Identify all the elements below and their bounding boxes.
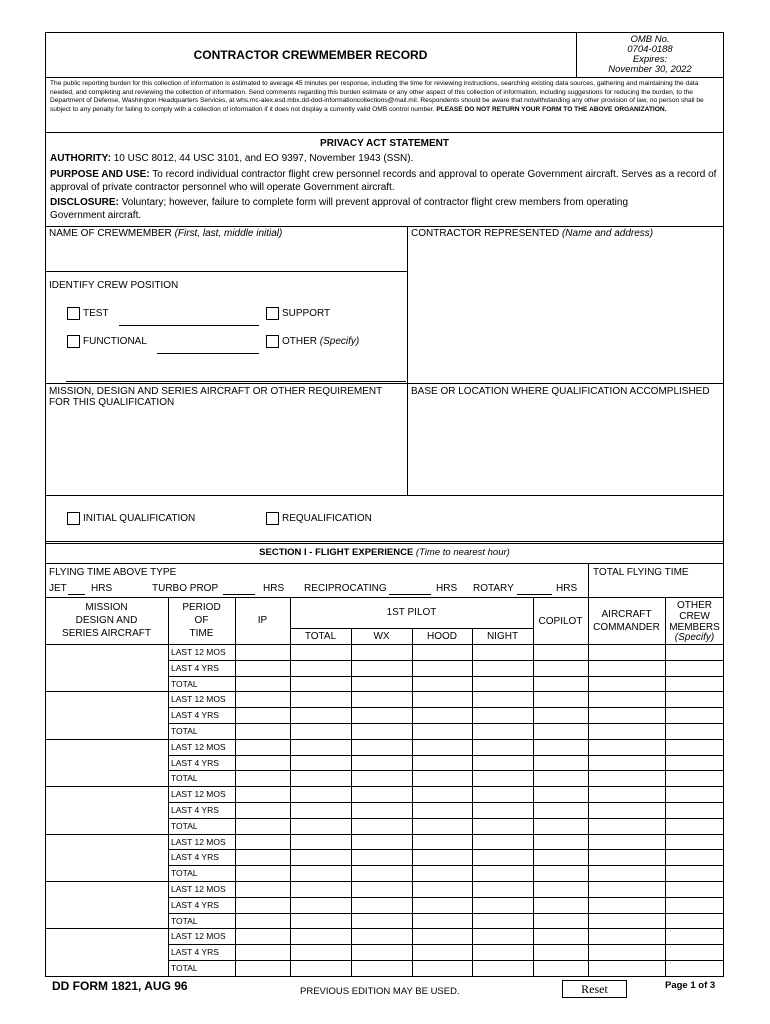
table-row-rule — [168, 913, 724, 914]
table-row-rule — [168, 723, 724, 724]
period-label: TOTAL — [171, 678, 198, 689]
mds-input[interactable] — [46, 410, 406, 494]
col-copilot: COPILOT — [538, 616, 583, 627]
omb-no-label: OMB No. — [630, 34, 670, 45]
period-label: TOTAL — [171, 868, 198, 879]
form-title: CONTRACTOR CREWMEMBER RECORD — [193, 48, 428, 62]
col-period-3: TIME — [189, 628, 214, 639]
mds-bottom-rule — [45, 495, 724, 496]
initial-qualification-checkbox[interactable] — [67, 512, 80, 525]
period-label: TOTAL — [171, 915, 198, 926]
crew-position-label: IDENTIFY CREW POSITION — [49, 280, 179, 291]
table-row-rule — [168, 755, 724, 756]
privacy-title: PRIVACY ACT STATEMENT — [320, 138, 449, 149]
col-other-1: OTHER — [677, 600, 712, 611]
col-other-2: CREW — [679, 611, 710, 622]
table-col-rule — [290, 597, 291, 977]
jet-label: JET — [49, 583, 67, 594]
burden-statement — [50, 80, 720, 114]
col-other-hint: (Specify) — [674, 632, 715, 643]
authority-line — [50, 153, 718, 165]
jet-hrs-label: HRS — [91, 583, 113, 594]
qual-bottom-rule — [45, 541, 724, 542]
table-col-rule — [665, 597, 666, 977]
qual-bottom-rule-2 — [45, 543, 724, 544]
rotary-hrs-input[interactable] — [517, 594, 552, 595]
table-row-rule — [168, 960, 724, 961]
total-flying-time-label: TOTAL FLYING TIME — [593, 567, 689, 578]
mds-label-1: MISSION, DESIGN AND SERIES AIRCRAFT OR OTHER REQUIREMENT — [49, 386, 383, 397]
col-mds-2: DESIGN AND — [75, 615, 138, 626]
purpose-text: To record individual contractor flight crew personnel records and approval to operate Government aircraft. Serves as a record of approval of private contractor personnel who will operate Government aircraft. — [50, 169, 717, 193]
test-label: TEST — [83, 308, 109, 319]
purpose-label: PURPOSE AND USE: — [50, 169, 150, 180]
col-night: NIGHT — [486, 631, 519, 642]
support-label: SUPPORT — [282, 308, 331, 319]
rotary-label: ROTARY — [473, 583, 514, 594]
table-row-rule — [168, 897, 724, 898]
table-row-rule — [168, 865, 724, 866]
name-bottom-rule — [45, 271, 407, 272]
mds-aircraft-cell[interactable] — [46, 645, 167, 690]
col-mds-3: SERIES AIRCRAFT — [62, 628, 151, 639]
table-col-rule — [168, 597, 169, 977]
authority-label: AUTHORITY: — [50, 153, 111, 164]
purpose-line — [50, 168, 718, 194]
test-checkbox[interactable] — [67, 307, 80, 320]
position-bottom-rule — [45, 383, 724, 384]
disclosure-label: DISCLOSURE: — [50, 197, 119, 208]
period-label: LAST 4 YRS — [171, 947, 219, 958]
burden-text: The public reporting burden for this collection of information is estimated to average 45 minutes per response, including the time for reviewing instructions, searching existing data sources, gathering and maintaining the data needed, and completing and reviewing the collection of information. Send comments regarding this burden estimate or any other aspect of this collection of information, including suggestions for reducing the burden, to the Department of Defense, Washington Headquarters Services, at whs.mc-alex.esd.mbx.dd-dod-informationcollections@mail.mil. Respondents should be aware that notwithstanding any other provision of law, no person shall be subject to any penalty for failing to comply with a collection of information if it does not display a currently valid OMB control number. — [50, 80, 704, 113]
col-wx: WX — [373, 631, 390, 642]
period-label: LAST 12 MOS — [171, 931, 226, 942]
functional-specify-line[interactable] — [157, 353, 259, 354]
table-row-rule — [168, 818, 724, 819]
period-label: TOTAL — [171, 963, 198, 973]
disclosure-line — [50, 196, 660, 222]
reciprocating-hrs-input[interactable] — [389, 594, 431, 595]
table-row-rule — [168, 944, 724, 945]
turbo-prop-hrs-input[interactable] — [223, 594, 255, 595]
col-other-3: MEMBERS — [669, 622, 720, 633]
table-row-rule — [168, 676, 724, 677]
period-label: LAST 4 YRS — [171, 710, 219, 721]
functional-label: FUNCTIONAL — [83, 336, 147, 347]
contractor-input[interactable] — [408, 242, 723, 382]
period-label: LAST 12 MOS — [171, 741, 226, 752]
burden-bold-tail: PLEASE DO NOT RETURN YOUR FORM TO THE ABOVE ORGANIZATION. — [436, 105, 667, 113]
section-1-title: SECTION I - FLIGHT EXPERIENCE (Time to nearest hour) — [259, 547, 510, 558]
expires-date: November 30, 2022 — [608, 64, 692, 75]
turbo-prop-hrs-label: HRS — [263, 583, 285, 594]
total-flying-divider — [588, 563, 589, 597]
col-total: TOTAL — [304, 631, 337, 642]
expires-label: Expires: — [632, 54, 668, 65]
test-specify-line[interactable] — [119, 325, 259, 326]
col-ip: IP — [257, 615, 268, 626]
rotary-hrs-label: HRS — [556, 583, 578, 594]
period-label: LAST 12 MOS — [171, 789, 226, 800]
flying-time-bottom-rule — [45, 597, 724, 598]
col-mds-1: MISSION — [85, 602, 128, 613]
col-period-2: OF — [194, 615, 209, 626]
mds-label-2: FOR THIS QUALIFICATION — [49, 397, 175, 408]
privacy-bottom-rule — [45, 226, 724, 227]
mds-aircraft-cell[interactable] — [46, 740, 167, 785]
period-label: LAST 12 MOS — [171, 836, 226, 847]
reciprocating-label: RECIPROCATING — [304, 583, 387, 594]
mds-aircraft-cell[interactable] — [46, 929, 167, 974]
base-label: BASE OR LOCATION WHERE QUALIFICATION ACCOMPLISHED — [411, 386, 710, 397]
other-specify-line[interactable] — [66, 381, 406, 382]
mds-aircraft-cell[interactable] — [46, 882, 167, 927]
mds-aircraft-cell[interactable] — [46, 692, 167, 737]
mds-aircraft-cell[interactable] — [46, 787, 167, 832]
period-label: LAST 4 YRS — [171, 662, 219, 673]
requalification-label: REQUALIFICATION — [282, 513, 372, 524]
period-label: LAST 12 MOS — [171, 647, 226, 657]
period-label: LAST 4 YRS — [171, 805, 219, 815]
name-input[interactable] — [46, 242, 406, 270]
period-label: LAST 4 YRS — [171, 757, 219, 768]
initial-qualification-label: INITIAL QUALIFICATION — [83, 513, 196, 524]
jet-hrs-input[interactable] — [68, 594, 85, 595]
disclosure-text: Voluntary; however, failure to complete form will prevent approval of contractor flight crew members from operating Government aircraft. — [50, 197, 629, 221]
col-ac-1: AIRCRAFT — [601, 609, 652, 620]
period-label: TOTAL — [171, 726, 198, 736]
mds-aircraft-cell[interactable] — [46, 835, 167, 880]
edition-note: PREVIOUS EDITION MAY BE USED. — [300, 986, 460, 997]
header-bottom-rule — [45, 77, 724, 78]
table-row-rule — [168, 849, 724, 850]
period-label: TOTAL — [171, 773, 198, 784]
period-label: LAST 4 YRS — [171, 852, 219, 863]
reset-button[interactable]: Reset — [562, 980, 627, 998]
other-checkbox[interactable] — [266, 335, 279, 348]
form-id: DD FORM 1821, AUG 96 — [52, 979, 188, 993]
table-col-rule — [588, 597, 589, 977]
period-label: LAST 12 MOS — [171, 694, 226, 705]
burden-bottom-rule — [45, 132, 724, 133]
requalification-checkbox[interactable] — [266, 512, 279, 525]
col-period-1: PERIOD — [182, 602, 221, 613]
period-label: LAST 4 YRS — [171, 899, 219, 910]
flying-time-label: FLYING TIME ABOVE TYPE — [49, 567, 177, 578]
turbo-prop-label: TURBO PROP — [152, 583, 219, 594]
col-first-pilot: 1ST PILOT — [386, 607, 437, 618]
col-ac-2: COMMANDER — [593, 622, 660, 633]
contractor-label: CONTRACTOR REPRESENTED (Name and address) — [411, 228, 654, 239]
table-row-rule — [168, 802, 724, 803]
table-col-rule — [533, 597, 534, 977]
other-label: OTHER (Specify) — [282, 336, 360, 347]
table-row-rule — [168, 660, 724, 661]
page-number: Page 1 of 3 — [665, 980, 716, 991]
col-hood: HOOD — [427, 631, 457, 642]
name-label: NAME OF CREWMEMBER (First, last, middle initial) — [49, 228, 283, 239]
authority-text: 10 USC 8012, 44 USC 3101, and EO 9397, November 1943 (SSN). — [113, 153, 414, 164]
omb-no: 0704-0188 — [627, 44, 673, 55]
period-label: LAST 12 MOS — [171, 884, 226, 894]
section-1-title-rule — [45, 563, 724, 564]
base-input[interactable] — [408, 400, 723, 494]
table-col-rule — [235, 597, 236, 977]
functional-checkbox[interactable] — [67, 335, 80, 348]
table-row-rule — [168, 707, 724, 708]
support-checkbox[interactable] — [266, 307, 279, 320]
table-row-rule — [168, 770, 724, 771]
period-label: TOTAL — [171, 820, 198, 831]
first-pilot-subheader-rule — [290, 628, 533, 629]
reciprocating-hrs-label: HRS — [436, 583, 458, 594]
table-row-rule — [45, 976, 724, 977]
